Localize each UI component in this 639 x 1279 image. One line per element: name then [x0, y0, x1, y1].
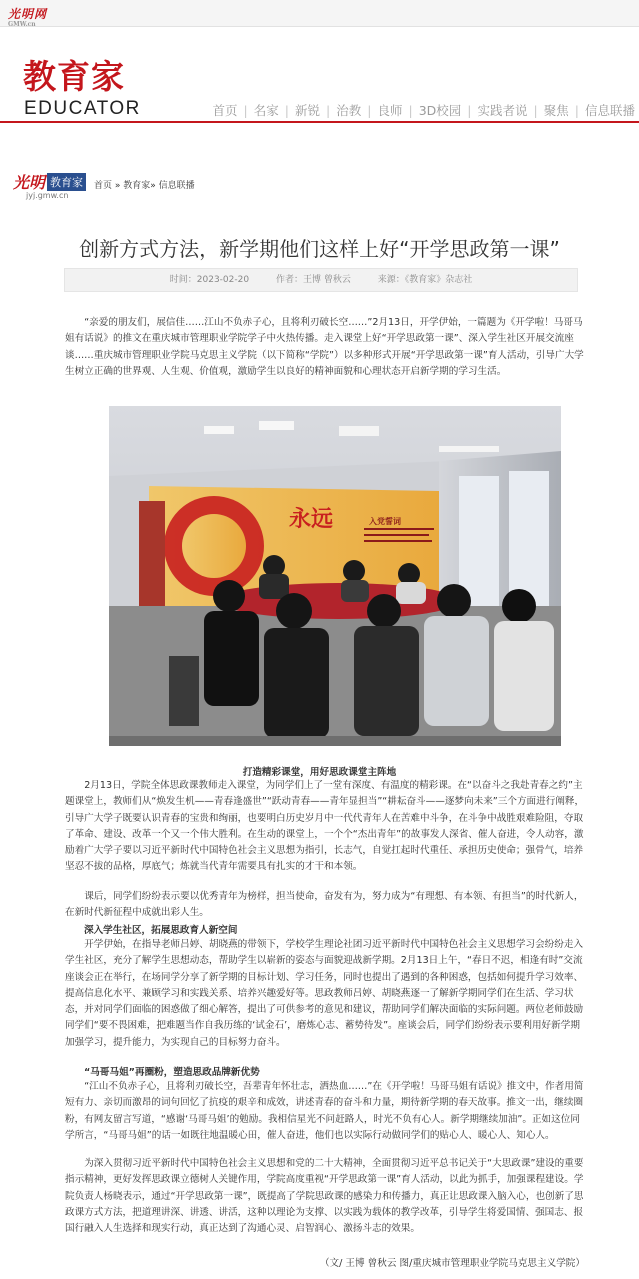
nav-item-famous[interactable]: 名家	[253, 103, 279, 118]
nav-separator: |	[467, 103, 472, 118]
nav-separator: |	[574, 103, 579, 118]
top-strip	[0, 0, 639, 27]
brand-name-cn[interactable]: 教育家	[23, 57, 125, 96]
breadcrumb[interactable]: 首页 » 教育家» 信息联播	[94, 181, 195, 191]
meta-author: 作者：王博 曾秋云	[275, 275, 351, 285]
channel-logo-box: 教育家	[47, 173, 86, 191]
header-divider	[0, 121, 639, 123]
nav-item-focus[interactable]: 聚焦	[543, 103, 569, 118]
photo-caption: 打造精彩课堂，用好思政课堂主阵地	[242, 767, 397, 778]
nav-separator: |	[408, 103, 413, 118]
nav-item-news[interactable]: 信息联播	[584, 103, 635, 118]
article-paragraph-1: 2月13日，学院全体思政课教师走入课堂，为同学们上了一堂有深度、有温度的精彩课。在“以奋斗之我赴青春之约”主题课堂上，教师们从“焕发生机——青春逢盛世”“跃动青春——青年显担当”“耕耘奋斗——逐梦向未来”三个方面进行阐释，引导广大学子既要认识青春的宝贵和绚丽，也要明白历史岁月中一代代青年人在苦难中斗争，在斗争中战胜艰难险阻，夺取了革命、建设、改革一个又一个伟大胜利。在生动的课堂上，一个个“杰出青年”的故事发人深省、催人奋进，令人动容，激励着广大学子要以习近平新时代中国特色社会主义思想为指引，长志气，自觉扛起时代重任、承担历史使命；强骨气，培养坚忍不拔的品格，厚底气；炼就当代青年需要具有扎实的才干和本领。	[65, 780, 585, 873]
article-paragraph-4: “江山不负赤子心，且将利刃破长空，吾辈青年怀壮志，洒热血……”在《开学啦！马哥马姐有话说》推文中，作者用简短有力、亲切而激昂的词句回忆了抗疫的艰辛和成效，讲述青春的奋斗和力量，期待新学期的春天故事。推文一出，继续圈粉，有网友留言写道，“感谢‘马哥马姐’的勉励。我相信星光不问赶路人，时光不负有心人。新学期继续加油”。正如这位同学所言，“马哥马姐”的话一如既往地温暖心田，催人奋进，他们也以实际行动做同学们的贴心人、暖心人、知心人。	[65, 1081, 584, 1141]
wall-banner: 入党誓词	[369, 517, 401, 526]
nav-separator: |	[533, 103, 538, 118]
gmw-top-logo-text: 光明网	[8, 7, 48, 21]
nav-separator: |	[367, 103, 372, 118]
nav-item-new[interactable]: 新锐	[295, 103, 321, 118]
gmw-top-logo-sub: GMW.cn	[8, 21, 36, 28]
nav-item-teacher[interactable]: 良师	[377, 103, 403, 118]
channel-url: jyj.gmw.cn	[26, 191, 69, 200]
nav-item-governance[interactable]: 治教	[336, 103, 362, 118]
meta-source: 来源：《教育家》杂志社	[377, 275, 473, 285]
brand-name-en: EDUCATOR	[24, 98, 141, 119]
article-lead-paragraph: “亲爱的朋友们，展信佳……江山不负赤子心，且将利刃破长空……”2月13日，开学伊始，一篇题为《开学啦！马哥马姐有话说》的推文在重庆城市管理职业学院学子中火热传播。走入课堂上好“开学思政第一课”、深入学生社区开展交流座谈……重庆城市管理职业学院马克思主义学院（以下简称“学院”）以多种形式开展“开学思政第一课”育人活动，引导广大学生树立正确的世界观、人生观、价值观，激励学生以良好的精神面貌和心理状态开启新学期的学习生活。	[65, 317, 584, 377]
section-heading-2: 深入学生社区，拓展思政育人新空间	[84, 925, 238, 936]
main-nav	[213, 101, 635, 119]
gmw-top-logo[interactable]	[8, 5, 47, 28]
nav-item-3d-campus[interactable]: 3D校园	[418, 103, 462, 118]
nav-separator: |	[326, 103, 331, 118]
meta-time: 时间：2023-02-20	[169, 275, 250, 285]
article-title: 创新方式方法，新学期他们这样上好“开学思政第一课”	[79, 237, 560, 261]
channel-logo[interactable]	[13, 170, 86, 193]
wall-slogan: 永远	[289, 506, 334, 532]
nav-item-home[interactable]: 首页	[212, 103, 238, 118]
article-signature: （文/ 王博 曾秋云 图/重庆城市管理职业学院马克思主义学院）	[319, 1258, 585, 1269]
article-meta	[64, 268, 578, 292]
classroom-photo-illustration	[109, 406, 561, 746]
article-paragraph-3: 开学伊始，在指导老师吕婷、胡晓燕的带领下，学校学生理论社团习近平新时代中国特色社会主义思想学习会纷纷走入学生社区，充分了解学生思想动态，帮助学生以崭新的姿态与面貌迎战新学期。2月13日上午，“春日不迟，相逢有时”交流座谈会正在举行，在场同学分享了新学期的目标计划、学习任务，同时也提出了遇到的各种困惑，包括如何提升学习效率、提高信息化水平、兼顾学习和实践关系、培养兴趣爱好等。思政教师吕婷、胡晓燕逐一了解新学期同学们在生活、学习状态，并对同学们面临的困惑做了细心解答，提出了可供参考的意见和建议，帮助同学们解决面临的实际问题。两位老师鼓励同学们“要不畏困难，把难题当作自我历练的‘试金石’，磨炼心志、蓄势待发”。座谈会后，同学们纷纷表示要利用好新学期加强学习，提升能力，为实现自己的目标努力奋斗。	[65, 939, 584, 1048]
nav-separator: |	[243, 103, 248, 118]
article-paragraph-2: 课后，同学们纷纷表示要以优秀青年为榜样，担当使命，奋发有为，努力成为“有理想、有本领、有担当”的时代新人，在新时代新征程中成就出彩人生。	[65, 891, 584, 919]
article-paragraph-5: 为深入贯彻习近平新时代中国特色社会主义思想和党的二十大精神，全面贯彻习近平总书记关于“大思政课”建设的重要指示精神，更好发挥思政课立德树人关键作用，学院高度重视“开学思政第一课”育人活动，以此为抓手，加强课程建设。学院负责人杨晓表示，通过“开学思政第一课”，既提高了学院思政课的感染力和传播力，真正让思政课入脑入心，也创新了思政课方式方法，把道理讲深、讲透、讲活，这种以理论为支撑、以实践为载体的教学改革，引导学生将爱国情、强国志、报国行融入人生选择和现实行动，真正达到了沟通心灵、启智润心、激扬斗志的效果。	[65, 1158, 584, 1235]
nav-item-practitioner[interactable]: 实践者说	[477, 103, 528, 118]
gmw-logo-text: 光明	[13, 173, 46, 192]
article-photo	[109, 406, 561, 746]
section-heading-3: “马哥马姐”再圈粉，塑造思政品牌新优势	[84, 1067, 260, 1078]
nav-separator: |	[284, 103, 289, 118]
